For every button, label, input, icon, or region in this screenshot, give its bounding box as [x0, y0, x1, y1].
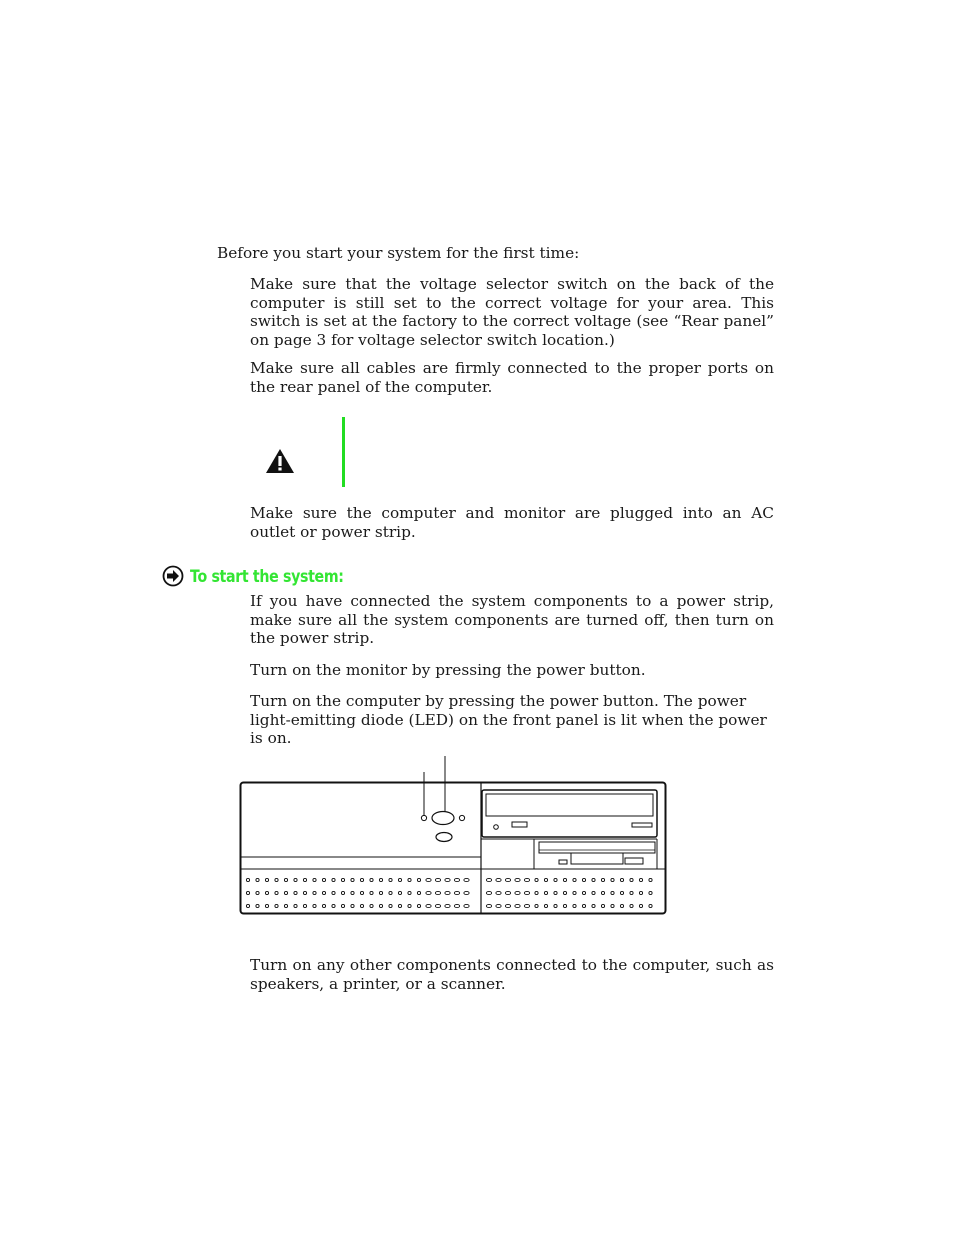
vent-hole — [630, 891, 633, 894]
vent-hole — [486, 878, 491, 881]
vent-hole — [246, 904, 249, 907]
vent-hole — [313, 878, 316, 881]
vent-hole — [592, 904, 595, 907]
vent-hole — [370, 878, 373, 881]
vent-hole — [426, 904, 431, 907]
vent-hole — [496, 891, 501, 894]
vent-hole — [630, 904, 633, 907]
vent-hole — [360, 891, 363, 894]
vent-hole — [389, 891, 392, 894]
vent-hole — [360, 878, 363, 881]
vent-hole — [573, 878, 576, 881]
vent-hole — [515, 878, 520, 881]
vent-hole — [332, 878, 335, 881]
vent-hole — [408, 904, 411, 907]
vent-hole — [256, 904, 259, 907]
vent-hole — [639, 878, 642, 881]
vent-hole — [294, 878, 297, 881]
procedure-step-other-components: Turn on any other components connected to the computer, such as speakers, a printer, or a scanner. — [250, 956, 774, 993]
vent-hole — [496, 878, 501, 881]
floppy-drive — [539, 842, 655, 853]
vent-hole — [620, 878, 623, 881]
vent-hole — [379, 904, 382, 907]
warning-triangle-icon — [264, 447, 296, 475]
vent-hole — [294, 891, 297, 894]
vent-hole — [445, 904, 450, 907]
vent-hole — [454, 904, 459, 907]
vent-hole — [582, 904, 585, 907]
vent-hole — [417, 878, 420, 881]
vent-hole — [370, 891, 373, 894]
vent-hole — [573, 904, 576, 907]
vent-hole — [582, 891, 585, 894]
vent-hole — [515, 891, 520, 894]
vent-hole — [639, 891, 642, 894]
vent-hole — [592, 891, 595, 894]
procedure-heading — [162, 565, 369, 587]
vent-hole — [544, 891, 547, 894]
vent-hole — [322, 878, 325, 881]
caution-bar — [342, 417, 345, 487]
vent-hole — [505, 891, 510, 894]
vent-hole — [275, 891, 278, 894]
vent-hole — [464, 878, 469, 881]
vent-hole — [322, 891, 325, 894]
vent-hole — [630, 878, 633, 881]
vent-hole — [313, 891, 316, 894]
vent-hole — [464, 891, 469, 894]
vent-hole — [351, 891, 354, 894]
procedure-step-computer: Turn on the computer by pressing the power button. The power light-emitting diode (LED) on the front panel is lit when the power is on. — [250, 692, 767, 748]
vent-hole — [256, 891, 259, 894]
vent-hole — [351, 904, 354, 907]
vent-hole — [535, 878, 538, 881]
vent-hole — [370, 904, 373, 907]
vent-hole — [445, 878, 450, 881]
cd-drive — [482, 790, 657, 837]
vent-hole — [486, 891, 491, 894]
vent-hole — [322, 904, 325, 907]
vent-hole — [294, 904, 297, 907]
vent-hole — [275, 904, 278, 907]
computer-front-panel-illustration — [238, 754, 670, 918]
vent-hole — [351, 878, 354, 881]
vent-hole — [389, 904, 392, 907]
vent-hole — [445, 891, 450, 894]
vent-hole — [389, 878, 392, 881]
vent-hole — [515, 904, 520, 907]
vent-hole — [563, 891, 566, 894]
vent-hole — [611, 878, 614, 881]
circled-arrow-icon — [162, 565, 184, 587]
vent-hole — [620, 904, 623, 907]
vent-hole — [303, 878, 306, 881]
vent-hole — [535, 904, 538, 907]
vent-hole — [379, 878, 382, 881]
vent-hole — [379, 891, 382, 894]
vent-hole — [284, 891, 287, 894]
vent-hole — [284, 878, 287, 881]
vent-hole — [275, 878, 278, 881]
vent-hole — [524, 878, 529, 881]
vent-hole — [246, 878, 249, 881]
vent-hole — [563, 904, 566, 907]
vent-hole — [544, 878, 547, 881]
vent-hole — [563, 878, 566, 881]
vent-hole — [649, 904, 652, 907]
power-button — [432, 812, 454, 825]
vent-hole — [398, 891, 401, 894]
vent-hole — [454, 891, 459, 894]
vent-hole — [341, 904, 344, 907]
vent-hole — [417, 891, 420, 894]
vent-hole — [256, 878, 259, 881]
vent-hole — [639, 904, 642, 907]
vent-hole — [592, 878, 595, 881]
before-step-voltage: Make sure that the voltage selector switch on the back of the computer is still set to the correct voltage for your area. This switch is set at the factory to the correct voltage (see “Rear panel” on page 3 for voltage selector switch location.) — [250, 275, 774, 349]
vent-hole — [544, 904, 547, 907]
vent-hole — [341, 878, 344, 881]
vent-hole — [573, 891, 576, 894]
vent-hole — [284, 904, 287, 907]
vent-hole — [435, 891, 440, 894]
vent-hole — [601, 878, 604, 881]
intro-text: Before you start your system for the first time: — [217, 244, 580, 262]
procedure-title: To start the system: — [190, 566, 344, 586]
vent-hole — [505, 904, 510, 907]
vent-hole — [554, 904, 557, 907]
hdd-led — [459, 815, 464, 820]
vent-hole — [582, 878, 585, 881]
vent-hole — [554, 878, 557, 881]
vent-hole — [435, 878, 440, 881]
vent-hole — [360, 904, 363, 907]
vent-hole — [408, 891, 411, 894]
vent-hole — [408, 878, 411, 881]
vent-hole — [332, 904, 335, 907]
vent-hole — [341, 891, 344, 894]
power-led — [421, 815, 426, 820]
reset-button — [436, 833, 452, 842]
vent-hole — [332, 891, 335, 894]
vent-hole — [649, 878, 652, 881]
before-step-outlet: Make sure the computer and monitor are plugged into an AC outlet or power strip. — [250, 504, 774, 541]
vent-hole — [554, 891, 557, 894]
vent-hole — [303, 904, 306, 907]
procedure-step-power-strip: If you have connected the system components to a power strip, make sure all the system components are turned off, then turn on the power strip. — [250, 592, 774, 648]
vent-hole — [398, 878, 401, 881]
vent-hole — [535, 891, 538, 894]
vent-hole — [265, 891, 268, 894]
vent-hole — [265, 878, 268, 881]
vent-hole — [486, 904, 491, 907]
vent-hole — [303, 891, 306, 894]
vent-hole — [611, 891, 614, 894]
vent-hole — [426, 891, 431, 894]
vent-hole — [464, 904, 469, 907]
vent-hole — [246, 891, 249, 894]
vent-hole — [524, 891, 529, 894]
vent-hole — [435, 904, 440, 907]
vent-hole — [398, 904, 401, 907]
before-step-cables: Make sure all cables are firmly connected to the proper ports on the rear panel of the computer. — [250, 359, 774, 396]
vent-hole — [426, 878, 431, 881]
vent-hole — [313, 904, 316, 907]
vent-hole — [649, 891, 652, 894]
vent-hole — [620, 891, 623, 894]
procedure-step-monitor: Turn on the monitor by pressing the power button. — [250, 661, 646, 679]
vent-hole — [454, 878, 459, 881]
vent-hole — [417, 904, 420, 907]
vent-grille — [246, 878, 652, 907]
vent-hole — [601, 904, 604, 907]
vent-hole — [524, 904, 529, 907]
vent-hole — [601, 891, 604, 894]
vent-hole — [611, 904, 614, 907]
vent-hole — [496, 904, 501, 907]
vent-hole — [505, 878, 510, 881]
vent-hole — [265, 904, 268, 907]
